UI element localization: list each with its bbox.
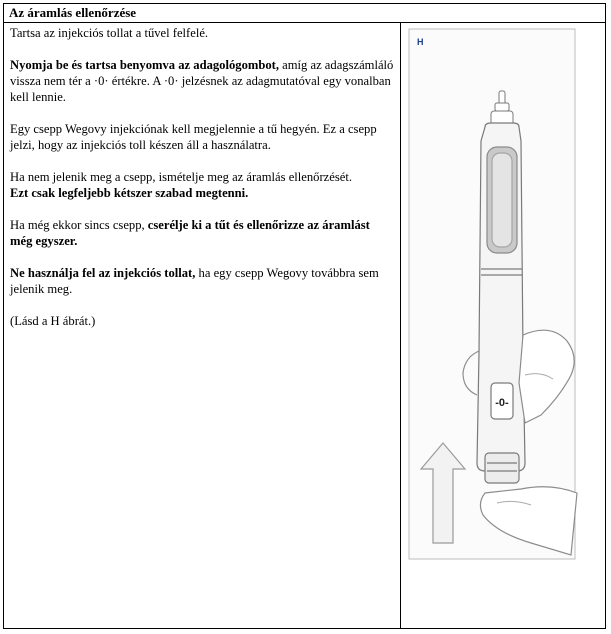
instruction-do-not-use-bold: Ne használja fel az injekciós tollat, (10, 266, 196, 280)
instruction-repeat-bold: Ezt csak legfeljebb kétszer szabad megtenni. (10, 186, 249, 200)
instruction-table (3, 3, 606, 629)
dose-button (485, 453, 519, 483)
instruction-drop-appears: Egy csepp Wegovy injekciónak kell megjelennie a tű hegyén. Ez a csepp jelzi, hogy az injekciós toll készen áll a használatra. (10, 122, 377, 152)
instruction-hold-pen: Tartsa az injekciós tollat a tűvel felfelé. (10, 26, 209, 40)
instruction-see-figure: (Lásd a H ábrát.) (10, 314, 96, 328)
figure-label: H (417, 37, 424, 47)
instruction-repeat-plain: Ha nem jelenik meg a csepp, ismételje meg az áramlás ellenőrzését. (10, 170, 352, 184)
dose-counter-text: -0- (495, 397, 509, 409)
instruction-change-needle (10, 217, 394, 249)
section-title: Az áramlás ellenőrzése (4, 4, 605, 23)
instruction-change-bold: cserélje ki a tűt és ellenőrizze az áramlást még egyszer. (10, 218, 370, 248)
instruction-do-not-use-rest: ha egy csepp Wegovy továbbra sem jelenik meg. (10, 266, 379, 296)
instructions-cell (4, 23, 401, 628)
figure-h-illustration (401, 23, 605, 628)
instruction-press-button (10, 57, 394, 105)
instruction-do-not-use (10, 265, 394, 297)
injection-pen-icon (477, 123, 525, 483)
instruction-repeat-check (10, 169, 394, 201)
instruction-change-plain: Ha még ekkor sincs csepp, (10, 218, 148, 232)
instruction-press-button-bold: Nyomja be és tartsa benyomva az adagológombot, (10, 58, 279, 72)
figure-cell (401, 23, 605, 628)
instruction-press-button-rest: amíg az adagszámláló vissza nem tér a ·0· értékre. A ·0· jelzésnek az adagmutatóval egy vonalban kell lennie. (10, 58, 394, 104)
